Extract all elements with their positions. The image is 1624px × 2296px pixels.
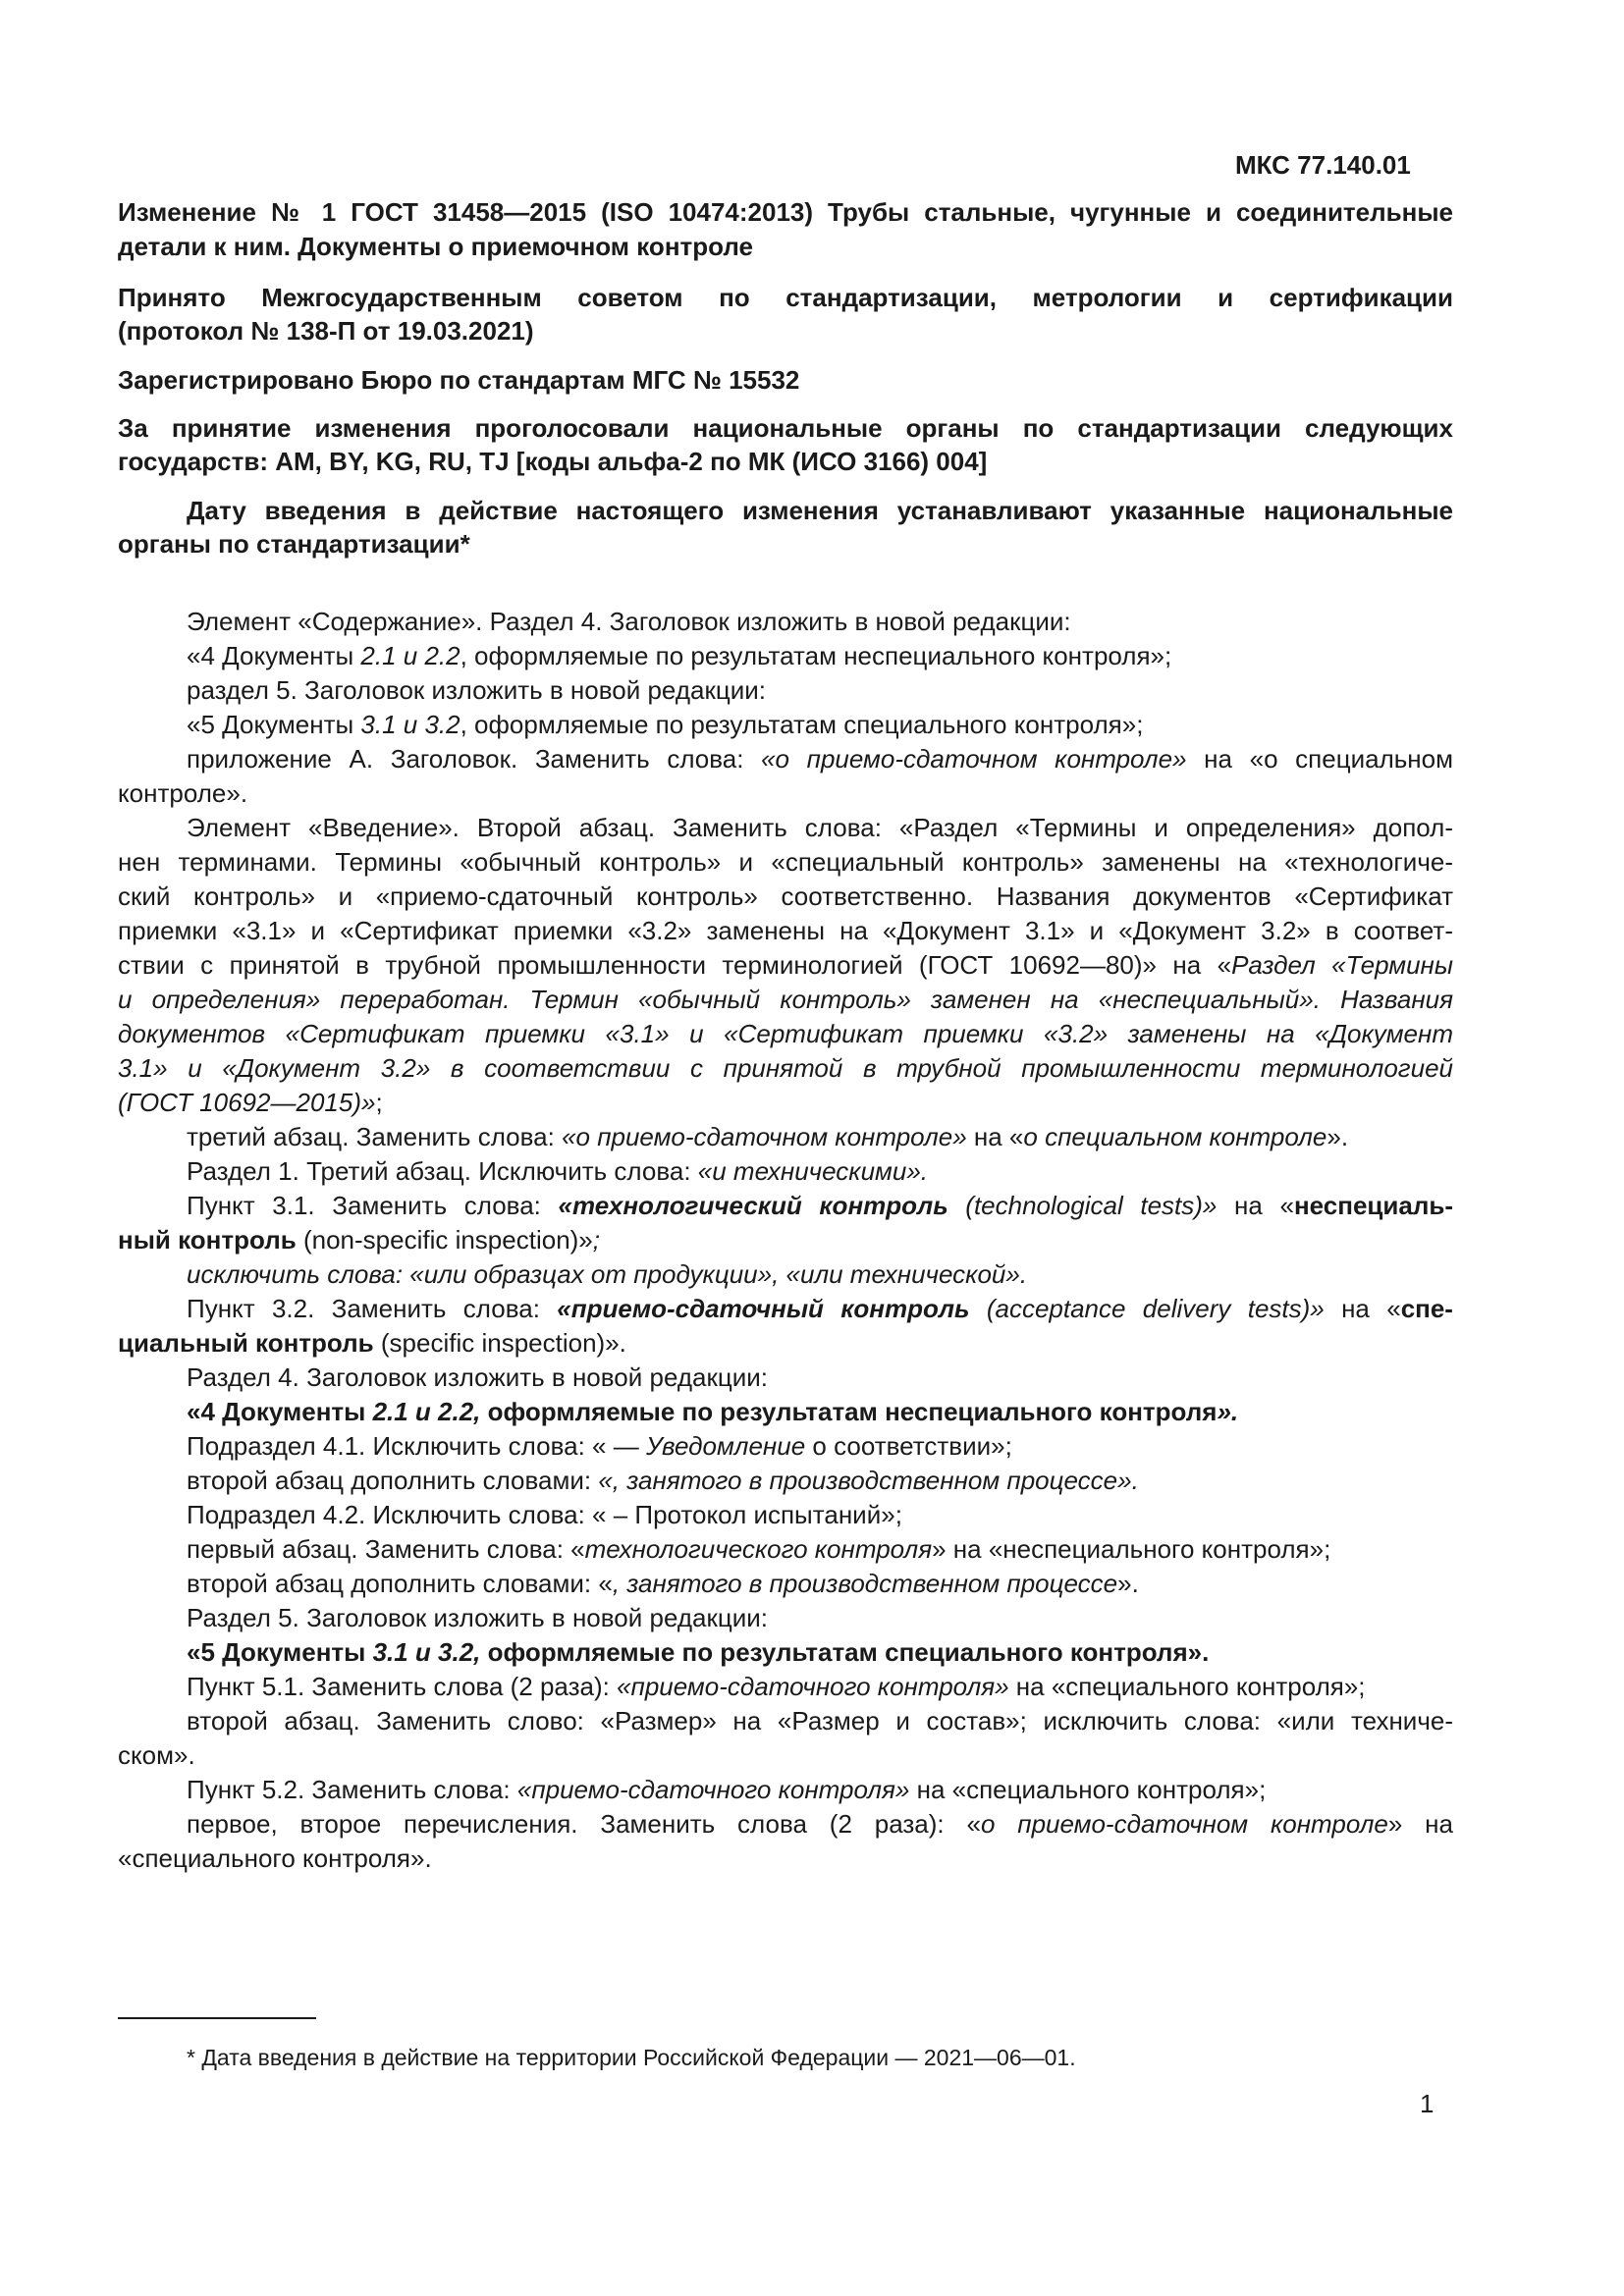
body-line-31: «5 Документы 3.1 и 3.2, оформляемые по результатам специального контроля». — [187, 1637, 1210, 1667]
body-line-7: Элемент «Введение». Второй абзац. Заменить слова: «Раздел «Термины и определения» допол- — [187, 813, 1453, 842]
body-line-14: 3.1» и «Документ 3.2» в соответствии с принятой в трубной промышленности терминологией — [118, 1053, 1453, 1083]
adopted-line-1: Принято Межгосударственным советом по стандартизации, метрологии и сертификации — [118, 283, 1453, 312]
date-line-1: Дату введения в действие настоящего изменения устанавливают указанные национальные — [187, 496, 1453, 525]
footnote: * Дата введения в действие на территории Российской Федерации — 2021—06—01. — [187, 2045, 1076, 2070]
body-line-23: Раздел 4. Заголовок изложить в новой редакции: — [187, 1362, 769, 1392]
body-line-21: Пункт 3.2. Заменить слова: «приемо-сдаточный контроль (acceptance delivery tests)» на «спе- — [187, 1294, 1453, 1323]
registered-line: Зарегистрировано Бюро по стандартам МГС № 15532 — [118, 365, 800, 395]
body-line-2: «4 Документы 2.1 и 2.2, оформляемые по результатам неспециального контроля»; — [187, 641, 1172, 670]
body-line-18: Пункт 3.1. Заменить слова: «технологический контроль (technological tests)» на «неспециаль- — [187, 1191, 1453, 1220]
adopted-line-2: (протокол № 138-П от 19.03.2021) — [118, 316, 534, 346]
body-line-28: первый абзац. Заменить слова: «технологического контроля» на «неспециального контроля»; — [187, 1534, 1331, 1564]
body-line-3: раздел 5. Заголовок изложить в новой редакции: — [187, 675, 766, 705]
body-line-5: приложение А. Заголовок. Заменить слова: «о приемо-сдаточном контроле» на «о специальном — [187, 744, 1454, 774]
body-line-37: «специального контроля». — [118, 1843, 432, 1873]
body-line-35: Пункт 5.2. Заменить слова: «приемо-сдаточного контроля» на «специального контроля»; — [187, 1775, 1267, 1804]
body-line-22: циальный контроль (specific inspection)». — [118, 1328, 626, 1358]
body-line-4: «5 Документы 3.1 и 3.2, оформляемые по результатам специального контроля»; — [187, 710, 1144, 739]
body-line-8: нен терминами. Термины «обычный контроль» и «специальный контроль» заменены на «технологиче- — [118, 847, 1453, 877]
date-line-2: органы по стандартизации* — [118, 529, 470, 559]
body-line-12: и определения» переработан. Термин «обычный контроль» заменен на «неспециальный». Названия — [118, 985, 1453, 1014]
body-line-17: Раздел 1. Третий абзац. Исключить слова: «и техническими». — [187, 1156, 928, 1186]
body-line-19: ный контроль (non-specific inspection)»; — [118, 1225, 601, 1255]
title-line-1: Изменение № 1 ГОСТ 31458—2015 (ISO 10474:2013) Трубы стальные, чугунные и соединительные — [118, 197, 1453, 227]
body-line-20: исключить слова: «или образцах от продукции», «или технической». — [187, 1259, 1028, 1289]
voted-line-2: государств: AM, BY, KG, RU, TJ [коды альфа-2 по МК (ИСО 3166) 004] — [118, 447, 988, 476]
body-line-9: ский контроль» и «приемо-сдаточный контроль» соответственно. Названия документов «Сертификат — [118, 881, 1453, 911]
body-line-24: «4 Документы 2.1 и 2.2, оформляемые по результатам неспециального контроля». — [187, 1397, 1239, 1426]
body-line-32: Пункт 5.1. Заменить слова (2 раза): «приемо-сдаточного контроля» на «специального контроля»; — [187, 1672, 1366, 1701]
body-line-6: контроле». — [118, 778, 248, 808]
voted-line-1: За принятие изменения проголосовали национальные органы по стандартизации следующих — [118, 413, 1453, 443]
body-line-36: первое, второе перечисления. Заменить слова (2 раза): «о приемо-сдаточном контроле» на — [187, 1809, 1453, 1839]
body-line-25: Подраздел 4.1. Исключить слова: « — Уведомление о соответствии»; — [187, 1431, 1012, 1461]
page-number: 1 — [1420, 2089, 1435, 2118]
footnote-divider — [118, 2017, 316, 2019]
body-line-13: документов «Сертификат приемки «3.1» и «Сертификат приемки «3.2» заменены на «Документ — [118, 1019, 1453, 1048]
mks-code: МКС 77.140.01 — [1235, 150, 1411, 180]
body-line-1: Элемент «Содержание». Раздел 4. Заголовок изложить в новой редакции: — [187, 607, 1071, 636]
body-line-16: третий абзац. Заменить слова: «о приемо-сдаточном контроле» на «о специальном контроле». — [187, 1122, 1349, 1151]
body-line-27: Подраздел 4.2. Исключить слова: « – Протокол испытаний»; — [187, 1500, 902, 1529]
body-line-15: (ГОСТ 10692—2015)»; — [118, 1088, 383, 1117]
body-line-34: ском». — [118, 1740, 195, 1770]
title-line-2: детали к ним. Документы о приемочном контроле — [118, 232, 754, 261]
body-line-30: Раздел 5. Заголовок изложить в новой редакции: — [187, 1603, 769, 1632]
body-line-10: приемки «3.1» и «Сертификат приемки «3.2» заменены на «Документ 3.1» и «Документ 3.2» в соответ- — [118, 916, 1453, 945]
body-line-29: второй абзац дополнить словами: «, занятого в производственном процессе». — [187, 1569, 1139, 1598]
body-line-26: второй абзац дополнить словами: «, занятого в производственном процессе». — [187, 1466, 1139, 1495]
body-line-11: ствии с принятой в трубной промышленности терминологией (ГОСТ 10692—80)» на «Раздел «Термины — [118, 950, 1453, 980]
body-line-33: второй абзац. Заменить слово: «Размер» на «Размер и состав»; исключить слова: «или техниче- — [187, 1706, 1453, 1735]
